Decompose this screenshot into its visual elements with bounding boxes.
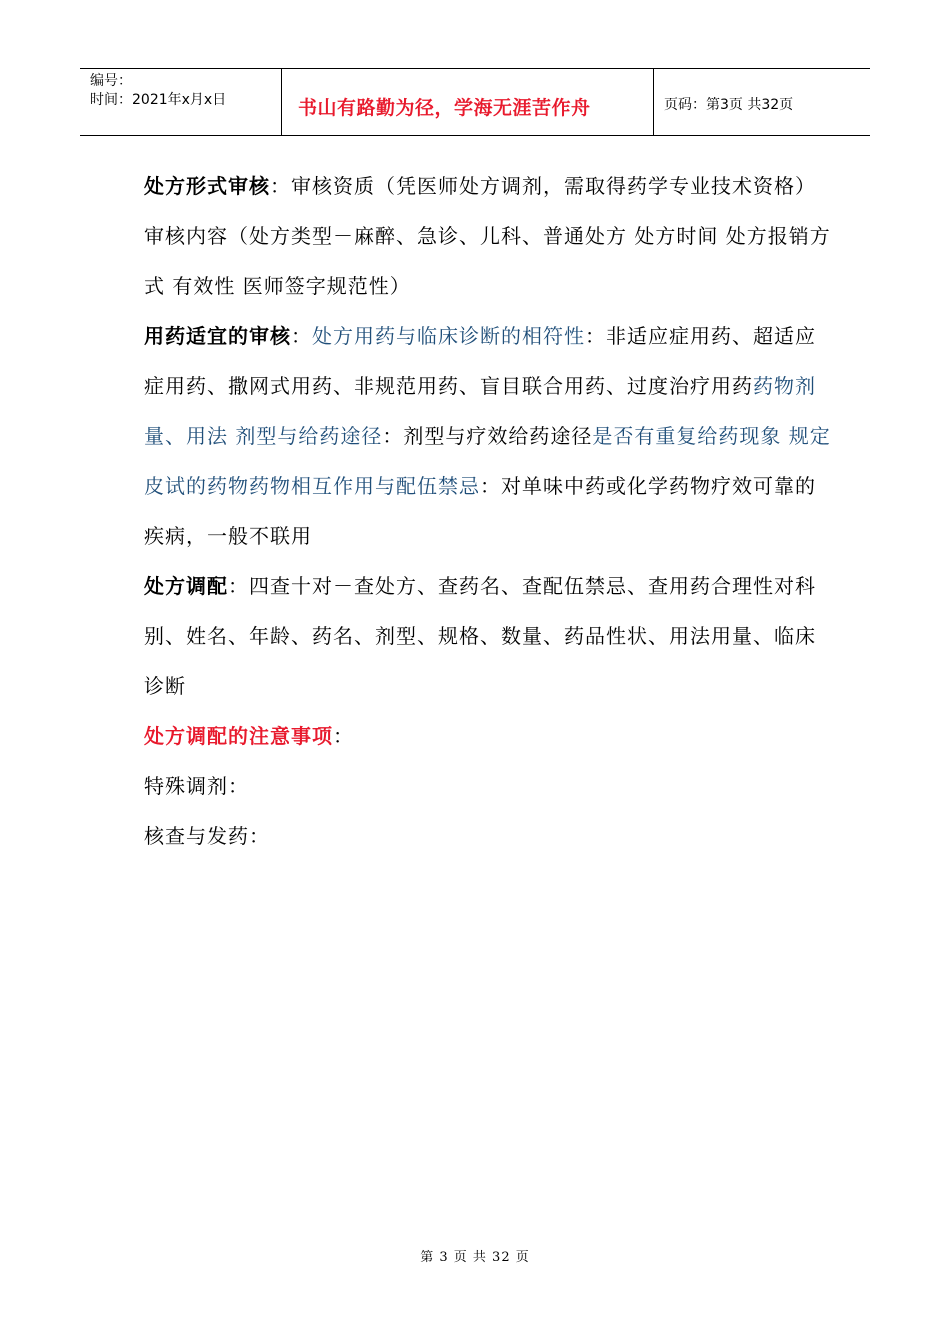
subheading-dosage-route: 药物剂量、用法 剂型与给药途径 [144, 374, 816, 448]
paragraph-check-and-dispense: 核查与发药： [144, 824, 270, 848]
paragraph-medication-suitability-review [144, 311, 834, 561]
section-title: 处方形式审核 [144, 174, 270, 198]
paragraph-special-dispensing: 特殊调剂： [144, 774, 249, 798]
section-colon: ： [270, 174, 291, 198]
section-text: ：对单味中药或化学药物疗效可靠的疾病，一般不联用 [144, 474, 816, 548]
subheading-duplication-interaction: 是否有重复给药现象 规定皮试的药物药物相互作用与配伍禁忌 [144, 424, 831, 498]
header-page-info: 页码：第3页 共32页 [664, 97, 794, 113]
section-title: 处方调配 [144, 574, 228, 598]
subheading-diagnosis-match: 处方用药与临床诊断的相符性 [312, 324, 585, 348]
header-meta-cell [80, 69, 282, 135]
header-motto-cell [282, 69, 654, 135]
paragraph-prescription-form-review [144, 161, 834, 311]
section-colon: ： [333, 724, 354, 748]
section-colon: ： [228, 574, 249, 598]
section-text: 审核资质（凭医师处方调剂，需取得药学专业技术资格）审核内容（处方类型－麻醉、急诊、儿科、普通处方 处方时间 处方报销方式 有效性 医师签字规范性） [144, 174, 831, 298]
section-colon: ： [291, 324, 312, 348]
section-title: 用药适宜的审核 [144, 324, 291, 348]
paragraph-dispensing-notes [144, 711, 834, 761]
document-header [80, 68, 870, 136]
header-page-cell [654, 69, 870, 135]
header-motto: 书山有路勤为径，学海无涯苦作舟 [298, 97, 591, 119]
document-body [144, 161, 834, 861]
document-date-label: 时间：2021年x月x日 [90, 92, 227, 108]
page-footer: 第 3 页 共 32 页 [420, 1250, 530, 1265]
section-text: ：剂型与疗效给药途径 [382, 424, 593, 448]
document-number-label: 编号： [90, 73, 132, 89]
section-text: 四查十对－查处方、查药名、查配伍禁忌、查用药合理性对科别、姓名、年龄、药名、剂型、规格、数量、药品性状、用法用量、临床诊断 [144, 574, 816, 698]
paragraph-prescription-dispensing [144, 561, 834, 711]
section-text: ：非适应症用药、超适应症用药、撒网式用药、非规范用药、盲目联合用药、过度治疗用药 [144, 324, 816, 398]
section-title-red: 处方调配的注意事项 [144, 724, 333, 748]
